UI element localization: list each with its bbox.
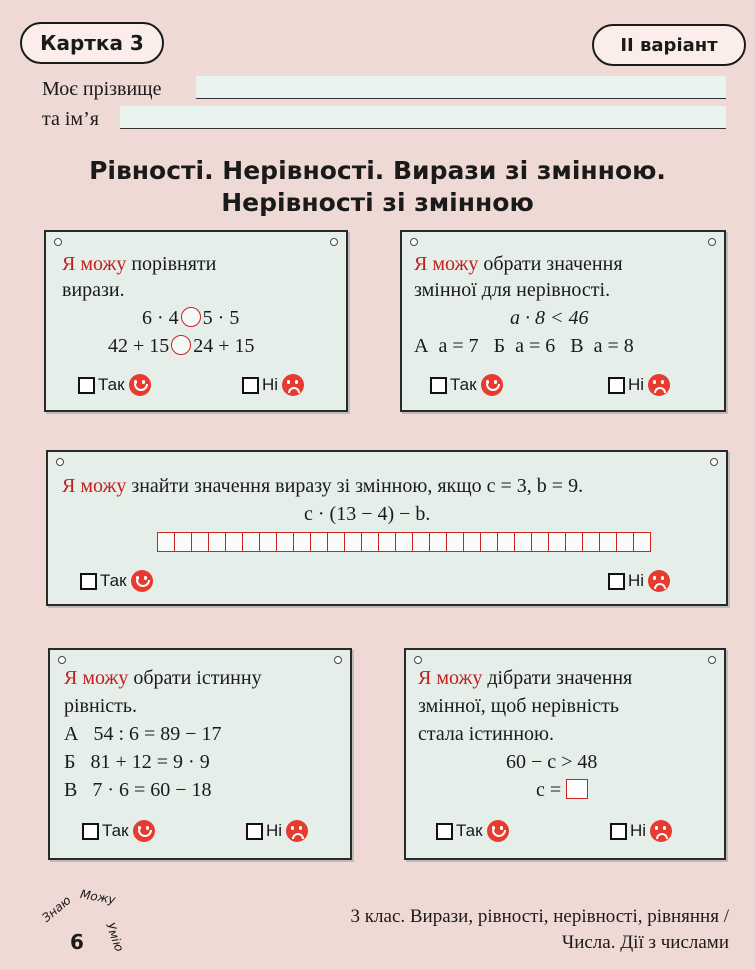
checkbox[interactable] — [608, 573, 625, 590]
answer-box[interactable] — [566, 779, 588, 799]
pin-hole-icon — [710, 458, 718, 466]
no-option[interactable]: Ні — [246, 820, 308, 842]
pin-hole-icon — [414, 656, 422, 664]
task-text: змінної, щоб нерівність — [418, 695, 619, 717]
i-can-label: Я можу — [418, 667, 483, 689]
yes-option[interactable]: Так — [82, 820, 155, 842]
task-card-variable-inequality — [400, 230, 726, 412]
pin-hole-icon — [708, 238, 716, 246]
task-card-true-equality — [48, 648, 352, 860]
inequality: 60 − c > 48 — [506, 751, 598, 773]
task-text: обрати істинну — [133, 667, 262, 689]
yes-option[interactable]: Так — [430, 374, 503, 396]
option-a: А 54 : 6 = 89 − 17 — [64, 723, 222, 745]
task-card-choose-variable — [404, 648, 726, 860]
surname-field[interactable] — [196, 76, 726, 99]
answer-row: c = — [536, 776, 588, 804]
i-can-label: Я можу — [62, 253, 127, 275]
compare-row-2: 42 + 15 24 + 15 — [108, 335, 255, 357]
task-text: обрати значення — [483, 253, 623, 275]
side-word-1: Знаю — [39, 893, 74, 925]
sad-face-icon — [286, 820, 308, 842]
side-word-2: Можу — [79, 887, 117, 907]
checkbox[interactable] — [436, 823, 453, 840]
pin-hole-icon — [58, 656, 66, 664]
variant: ІІ варіант — [620, 34, 718, 56]
page-title-line1: Рівності. Нерівності. Вирази зі змінною. — [89, 156, 666, 185]
pin-hole-icon — [410, 238, 418, 246]
task-text: стала істинною. — [418, 723, 554, 745]
smile-icon — [487, 820, 509, 842]
no-option[interactable]: Ні — [608, 570, 670, 592]
checkbox[interactable] — [80, 573, 97, 590]
expression: c · (13 − 4) − b. — [304, 503, 431, 525]
pin-hole-icon — [330, 238, 338, 246]
task-card-evaluate-expression — [46, 450, 728, 606]
i-can-label: Я можу — [62, 475, 127, 497]
pin-hole-icon — [334, 656, 342, 664]
task-text: рівність. — [64, 695, 137, 717]
i-can-label: Я можу — [414, 253, 479, 275]
footer-line-2: Числа. Дії з числами — [561, 932, 729, 953]
checkbox[interactable] — [78, 377, 95, 394]
card-number: Картка 3 — [40, 31, 144, 55]
sad-face-icon — [650, 820, 672, 842]
surname-label: Моє прізвище — [42, 78, 162, 100]
name-field[interactable] — [120, 106, 726, 129]
checkbox[interactable] — [242, 377, 259, 394]
checkbox[interactable] — [430, 377, 447, 394]
smile-icon — [133, 820, 155, 842]
page-number: 6 — [70, 930, 84, 954]
sad-face-icon — [282, 374, 304, 396]
answer-options: А a = 7 Б a = 6 В a = 8 — [414, 335, 634, 357]
smile-icon — [131, 570, 153, 592]
yes-option[interactable]: Так — [436, 820, 509, 842]
task-card-compare — [44, 230, 348, 412]
checkbox[interactable] — [610, 823, 627, 840]
no-option[interactable]: Ні — [242, 374, 304, 396]
checkbox[interactable] — [82, 823, 99, 840]
i-can-label: Я можу — [64, 667, 129, 689]
yes-option[interactable]: Так — [78, 374, 151, 396]
pin-hole-icon — [56, 458, 64, 466]
smile-icon — [481, 374, 503, 396]
smile-icon — [129, 374, 151, 396]
task-text: дібрати значення — [487, 667, 633, 689]
compare-slot[interactable] — [171, 335, 191, 355]
sad-face-icon — [648, 374, 670, 396]
option-c: В 7 · 6 = 60 − 18 — [64, 779, 212, 801]
compare-row-1: 6 · 4 5 · 5 — [142, 307, 240, 329]
compare-slot[interactable] — [181, 307, 201, 327]
page-title-line2: Нерівності зі змінною — [221, 188, 534, 217]
card-number-badge — [20, 22, 164, 64]
checkbox[interactable] — [246, 823, 263, 840]
variant-badge — [592, 24, 746, 66]
checkbox[interactable] — [608, 377, 625, 394]
no-option[interactable]: Ні — [610, 820, 672, 842]
yes-option[interactable]: Так — [80, 570, 153, 592]
task-text: вирази. — [62, 279, 125, 301]
task-text: порівняти — [131, 253, 217, 275]
option-b: Б 81 + 12 = 9 · 9 — [64, 751, 210, 773]
side-word-3: Умію — [103, 920, 127, 954]
sad-face-icon — [648, 570, 670, 592]
task-text: змінної для нерівності. — [414, 279, 611, 301]
footer-line-1: 3 клас. Вирази, рівності, нерівності, рівняння / — [350, 906, 729, 927]
pin-hole-icon — [708, 656, 716, 664]
pin-hole-icon — [54, 238, 62, 246]
no-option[interactable]: Ні — [608, 374, 670, 396]
answer-grid[interactable] — [158, 532, 651, 552]
inequality: a · 8 < 46 — [510, 307, 589, 329]
name-label: та ім’я — [42, 108, 99, 130]
task-text: знайти значення виразу зі змінною, якщо c = 3, b = 9. — [131, 475, 584, 497]
